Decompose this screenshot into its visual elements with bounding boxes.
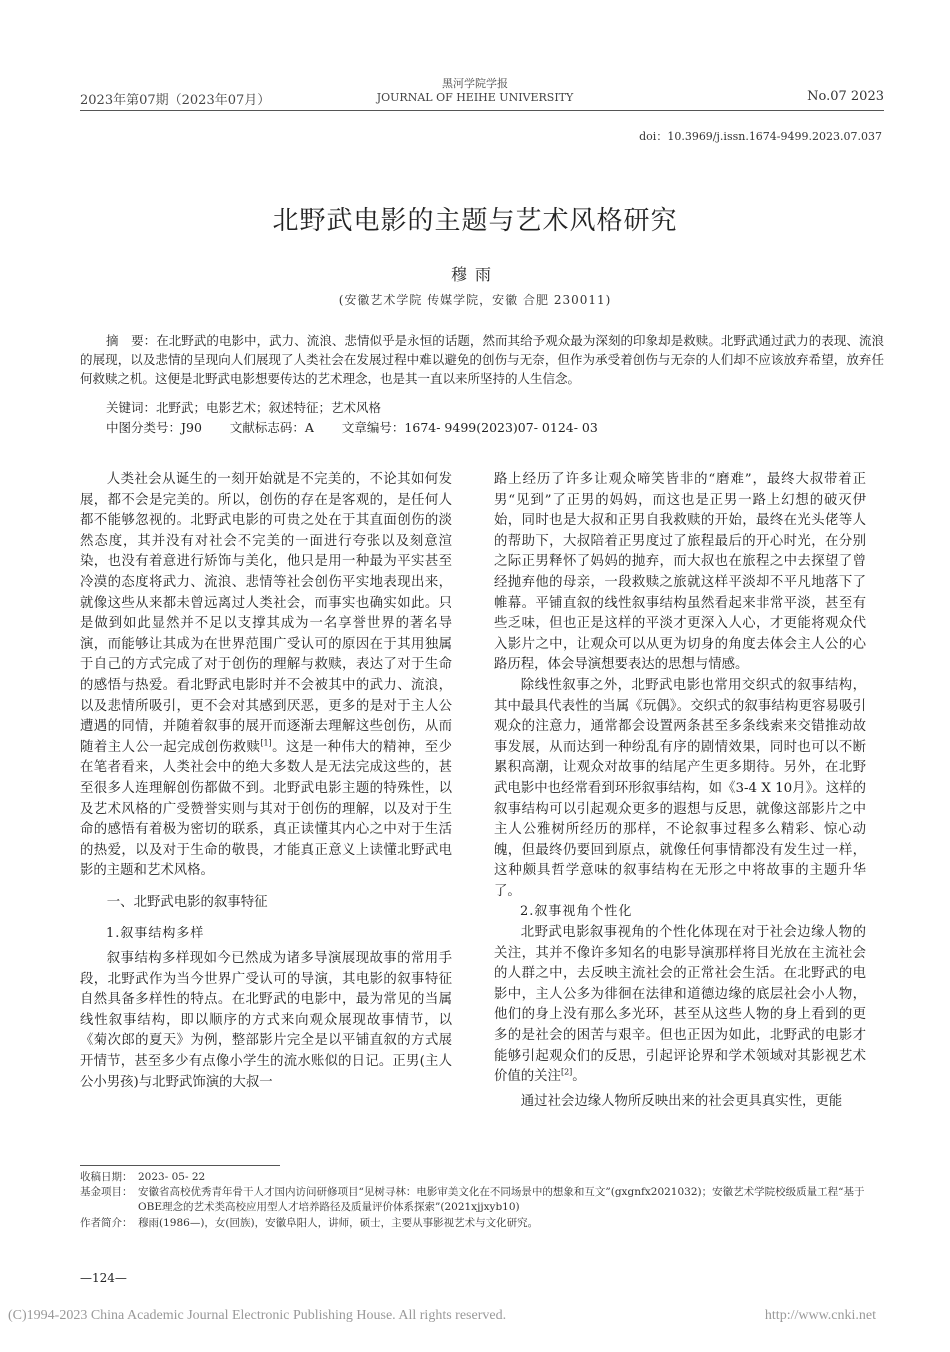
intro-paragraph: 人类社会从诞生的一刻开始就是不完美的，不论其如何发展，都不会是完美的。所以，创伤的存在是客观的，是任何人都不能够忽视的。北野武电影的可贵之处在于其直面创伤的淡然态度，其并没有对社会不完美的一面进行夸张以及刻意渲染，也没有着意进行矫饰与美化，他只是用一种最为平实甚至冷漠的态度将武力、流浪、悲情等社会创伤平实地表现出来，就像这些从来都未曾远离过人类社会，而事实也确实如此。只是做到如此显然并不足以支撑其成为一名享誉世界的著名导演，而能够让其成为在世界范围广受认可的原因在于其用独属于自己的方式完成了对于创伤的理解与救赎，表达了对于生命的感悟与热爱。看北野武电影时并不会被其中的武力、流浪，以及悲情所吸引，更不会对其感到厌恶，更多的是对于主人公遭遇的同情，并随着叙事的展开而逐渐去理解这些创伤，从而随着主人公一起完成创伤救赎[1]。这是一种伟大的精神，至少在笔者看来，人类社会中的绝大多数人是无法完成这些的，甚至很多人连理解创伤都做不到。北野武电影主题的特殊性，以及艺术风格的广受赞誉实则与其对于创伤的理解，以及对于生命的感悟有着极为密切的联系，真正读懂其内心之中对于生活的热爱，以及对于生命的敬畏，才能真正意义上读懂北野武电影的主题和艺术风格。	[80, 472, 452, 879]
paragraph-interwoven-structure: 除线性叙事之外，北野武电影也常用交织式的叙事结构，其中最具代表性的当属《玩偶》。交织式的叙事结构更容易吸引观众的注意力，通常都会设置两条甚至多条线索来交错推动故事发展，从而达到一种纷乱有序的剧情效果，同时也可以不断累积高潮，让观众对故事的结尾产生更多期待。另外，在北野武电影中也经常看到环形叙事结构，如《3-4 X 10月》。这样的叙事结构可以引起观众更多的遐想与反思，就像这部影片之中主人公雅树所经历的那样，不论叙事过程多么精彩、惊心动魄，但最终仍要回到原点，就像任何事情都没有发生过一样，这种颇具哲学意味的叙事结构在无形之中将故事的主题升华了。	[494, 677, 866, 899]
clc-number: 中图分类号：J90	[106, 420, 202, 435]
article-number: 文章编号：1674- 9499(2023)07- 0124- 03	[341, 420, 598, 435]
journal-name-cn: 黑河学院学报	[442, 77, 508, 90]
keywords: 关键词：北野武；电影艺术；叙述特征；艺术风格	[106, 400, 382, 415]
footnote-author-bio: 作者简介： 穆雨(1986—)，女(回族)，安徽阜阳人，讲师，硕士，主要从事影视艺术与文化研究。	[80, 1217, 539, 1229]
subsection-heading-1-2: 2.叙事视角个性化	[520, 904, 633, 920]
cnki-link[interactable]: http://www.cnki.net	[764, 1308, 876, 1323]
doi: doi：10.3969/j.issn.1674-9499.2023.07.037	[639, 130, 882, 143]
copyright-notice: (C)1994-2023 China Academic Journal Electronic Publishing House. All rights reserved.	[8, 1308, 507, 1323]
left-column	[80, 470, 452, 1093]
paragraph-narrative-perspective: 北野武电影叙事视角的个性化体现在对于社会边缘人物的关注，其并不像许多知名的电影导演那样将目光放在主流社会的人群之中，去反映主流社会的正常社会生活。在北野武的电影中，主人公多为徘徊在法律和道德边缘的底层社会小人物，他们的身上没有那么多光环，甚至从这些人物的身上看到的更多的是社会的困苦与艰辛。但也正因为如此，北野武的电影才能够引起观众们的反思，引起评论界和学术领域对其影视艺术价值的关注[2]。	[494, 925, 866, 1085]
paragraph-continued: 路上经历了许多让观众啼笑皆非的“磨难”，最终大叔带着正男“见到”了正男的妈妈，而这也是正男一路上幻想的破灭伊始，同时也是大叔和正男自我救赎的开始，最终在光头佬等人的帮助下，大叔陪着正男度过了旅程最后的开心时光，在分别之际正男释怀了妈妈的抛弃，而大叔也在旅程之中去探望了曾经抛弃他的母亲，一段救赎之旅就这样平淡却不平凡地落下了帷幕。平铺直叙的线性叙事结构虽然看起来非常平淡，甚至有些乏味，但也正是这样的平淡才更深入人心，才更能将观众代入影片之中，让观众可以从更为切身的角度去体会主人公的心路历程，体会导演想要表达的思想与情感。	[494, 472, 866, 673]
footnote-rule	[80, 1165, 280, 1166]
right-column	[494, 470, 866, 1112]
author: 穆雨	[450, 265, 499, 284]
article-title: 北野武电影的主题与艺术风格研究	[272, 205, 678, 235]
page-number: —124—	[80, 1271, 127, 1285]
footnote-received: 收稿日期： 2023- 05- 22	[80, 1171, 206, 1183]
paragraph-narrative-structure: 叙事结构多样现如今已然成为诸多导演展现故事的常用手段，北野武作为当今世界广受认可的导演，其电影的叙事特征自然具备多样性的特点。在北野武的电影中，最为常见的当属线性叙事结构，即以顺序的方式来向观众展现故事情节，以《菊次郎的夏天》为例，整部影片完全是以平铺直叙的方式展开情节，甚至多少有点像小学生的流水账似的日记。正男(主人公小男孩)与北野武饰演的大叔一	[80, 951, 452, 1090]
citation-2[interactable]: [2]	[560, 1067, 573, 1077]
document-code: 文献标志码：A	[229, 420, 314, 435]
classification-line	[106, 418, 622, 436]
subsection-heading-1-1: 1.叙事结构多样	[106, 926, 205, 942]
paragraph-marginal-characters: 通过社会边缘人物所反映出来的社会更具真实性，更能	[520, 1093, 843, 1109]
footnote-fund: 基金项目： 安徽省高校优秀青年骨干人才国内访问研修项目“见树寻林：电影审美文化在不同场景中的想象和互文”(gxgnfx2021032)；安徽艺术学院校级质量工程“基于OBE理念的艺术类高校应用型人才培养路径及质量评价体系探索”(2021xjjxyb10)	[80, 1186, 865, 1213]
header-rule	[80, 110, 884, 111]
issue-en: No.07 2023	[807, 89, 884, 104]
affiliation: (安徽艺术学院 传媒学院，安徽 合肥 230011)	[338, 293, 612, 307]
abstract: 摘 要：在北野武的电影中，武力、流浪、悲情似乎是永恒的话题，然而其给予观众最为深刻的印象却是救赎。北野武通过武力的表现、流浪的展现，以及悲情的呈现向人们展现了人类社会在发展过程中难以避免的创伤与无奈，但作为承受着创伤与无奈的人们却不应该放弃希望，放弃任何救赎之机。这便是北野武电影想要传达的艺术理念，也是其一直以来所坚持的人生信念。	[80, 333, 884, 386]
citation-1[interactable]: [1]	[260, 738, 272, 748]
issue-cn: 2023年第07期（2023年07月）	[80, 93, 271, 108]
section-heading-1: 一、北野武电影的叙事特征	[106, 894, 268, 910]
journal-name-en: JOURNAL OF HEIHE UNIVERSITY	[376, 91, 574, 104]
